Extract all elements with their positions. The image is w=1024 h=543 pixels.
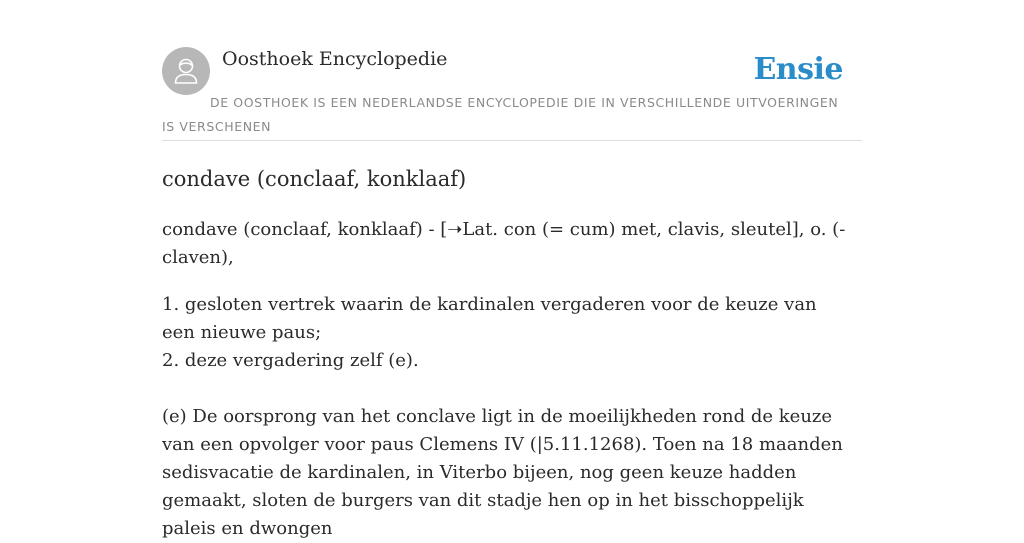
article-title: condave (conclaaf, konklaaf) — [162, 167, 467, 191]
definition-item: 2. deze vergadering zelf (e). — [162, 350, 419, 371]
person-icon — [162, 47, 210, 95]
author-link[interactable]: Oosthoek Encyclopedie — [222, 48, 448, 70]
user-avatar-icon[interactable] — [162, 47, 210, 95]
brand-logo-link[interactable]: Ensie — [753, 52, 843, 87]
site-header — [162, 47, 862, 141]
article — [162, 162, 852, 543]
definition-item: 1. gesloten vertrek waarin de kardinalen vergaderen voor de keuze van een nieuwe paus; — [162, 294, 817, 343]
author-description: DE OOSTHOEK IS EEN NEDERLANDSE ENCYCLOPEDIE DIE IN VERSCHILLENDE UITVOERINGEN IS VERSCHENEN — [162, 95, 839, 134]
article-history-paragraph: (e) De oorsprong van het conclave ligt in de moeilijkheden rond de keuze van een opvolger voor paus Clemens IV (|5.11.1268). Toen na 18 maanden sedisvacatie de kardinalen, in Viterbo bijeen, nog geen keuze hadden gemaakt, sloten de burgers van dit stadje hen op in het bisschoppelijk paleis en dwongen — [162, 406, 843, 539]
article-intro: condave (conclaaf, konklaaf) - [➝Lat. con (= cum) met, clavis, sleutel], o. (-claven), — [162, 219, 846, 268]
definition-list — [162, 291, 852, 375]
